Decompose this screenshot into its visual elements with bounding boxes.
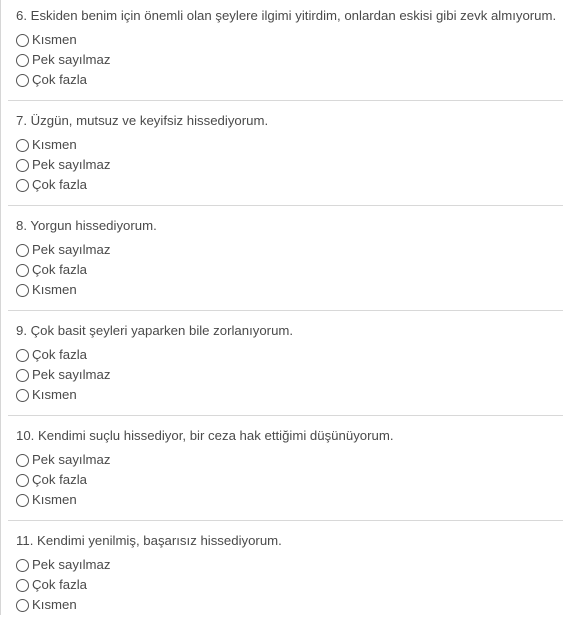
question-separator: [8, 520, 563, 521]
question-separator: [8, 415, 563, 416]
radio-button[interactable]: [16, 244, 29, 257]
question-separator: [8, 205, 563, 206]
option-label: Kısmen: [32, 137, 77, 152]
question-11: [0, 525, 569, 625]
radio-button[interactable]: [16, 74, 29, 87]
option-pek-sayilmaz[interactable]: [16, 51, 110, 69]
option-cok-fazla[interactable]: [16, 261, 87, 279]
question-7: [0, 105, 569, 205]
option-label: Çok fazla: [32, 177, 87, 192]
option-label: Çok fazla: [32, 262, 87, 277]
radio-button[interactable]: [16, 494, 29, 507]
option-cok-fazla[interactable]: [16, 346, 87, 364]
option-label: Pek sayılmaz: [32, 557, 111, 572]
option-cok-fazla[interactable]: [16, 176, 87, 194]
option-label: Çok fazla: [32, 472, 87, 487]
radio-button[interactable]: [16, 179, 29, 192]
radio-button[interactable]: [16, 264, 29, 277]
option-label: Kısmen: [32, 282, 77, 297]
option-cok-fazla[interactable]: [16, 71, 87, 89]
question-title: 10. Kendimi suçlu hissediyor, bir ceza hak ettiğimi düşünüyorum.: [16, 428, 394, 443]
option-pek-sayilmaz[interactable]: [16, 451, 110, 469]
question-9: [0, 315, 569, 415]
option-label: Pek sayılmaz: [32, 367, 111, 382]
radio-button[interactable]: [16, 579, 29, 592]
question-10: [0, 420, 569, 520]
option-label: Çok fazla: [32, 577, 87, 592]
radio-button[interactable]: [16, 474, 29, 487]
option-kismen[interactable]: [16, 491, 77, 509]
option-label: Kısmen: [32, 387, 77, 402]
option-pek-sayilmaz[interactable]: [16, 556, 110, 574]
option-label: Kısmen: [32, 32, 77, 47]
radio-button[interactable]: [16, 369, 29, 382]
option-kismen[interactable]: [16, 596, 77, 614]
option-label: Pek sayılmaz: [32, 452, 111, 467]
radio-button[interactable]: [16, 284, 29, 297]
radio-button[interactable]: [16, 349, 29, 362]
radio-button[interactable]: [16, 454, 29, 467]
option-label: Kısmen: [32, 597, 77, 612]
option-label: Pek sayılmaz: [32, 157, 111, 172]
radio-button[interactable]: [16, 159, 29, 172]
radio-button[interactable]: [16, 599, 29, 612]
question-title: 11. Kendimi yenilmiş, başarısız hissediyorum.: [16, 533, 282, 548]
option-cok-fazla[interactable]: [16, 576, 87, 594]
question-title: 8. Yorgun hissediyorum.: [16, 218, 157, 233]
question-title: 6. Eskiden benim için önemli olan şeylere ilgimi yitirdim, onlardan eskisi gibi zevk almıyorum.: [16, 8, 557, 23]
radio-button[interactable]: [16, 54, 29, 67]
question-title: 9. Çok basit şeyleri yaparken bile zorlanıyorum.: [16, 323, 294, 338]
question-6: [0, 0, 569, 100]
option-label: Çok fazla: [32, 72, 87, 87]
option-kismen[interactable]: [16, 281, 77, 299]
radio-button[interactable]: [16, 389, 29, 402]
option-kismen[interactable]: [16, 31, 77, 49]
radio-button[interactable]: [16, 559, 29, 572]
option-label: Pek sayılmaz: [32, 52, 111, 67]
option-label: Pek sayılmaz: [32, 242, 111, 257]
radio-button[interactable]: [16, 34, 29, 47]
radio-button[interactable]: [16, 139, 29, 152]
option-pek-sayilmaz[interactable]: [16, 366, 110, 384]
question-title: 7. Üzgün, mutsuz ve keyifsiz hissediyorum.: [16, 113, 269, 128]
option-cok-fazla[interactable]: [16, 471, 87, 489]
option-pek-sayilmaz[interactable]: [16, 156, 110, 174]
question-separator: [8, 310, 563, 311]
question-8: [0, 210, 569, 310]
question-separator: [8, 100, 563, 101]
option-kismen[interactable]: [16, 136, 77, 154]
option-label: Kısmen: [32, 492, 77, 507]
option-label: Çok fazla: [32, 347, 87, 362]
option-pek-sayilmaz[interactable]: [16, 241, 110, 259]
option-kismen[interactable]: [16, 386, 77, 404]
